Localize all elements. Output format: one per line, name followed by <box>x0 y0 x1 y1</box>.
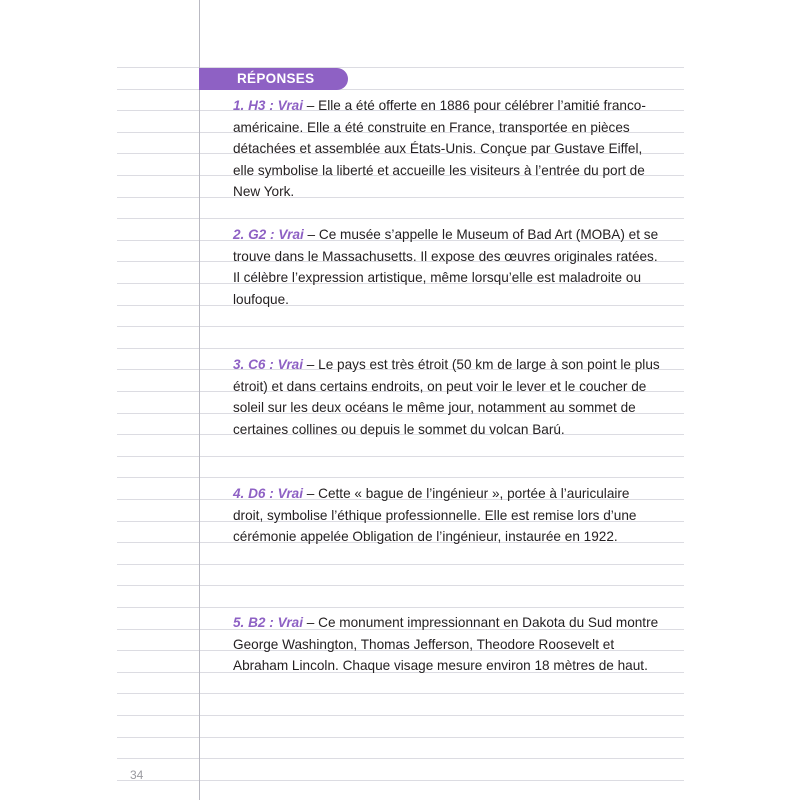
answer-1-text: – Elle a été offerte en 1886 pour célébrer l’amitié franco-américaine. Elle a été construite en France, transportée en pièces détachées et assemblée aux États-Unis. Conçue par Gustave Eiffel, elle symbolise la liberté et accueille les visiteurs à l’entrée du port de New York. <box>233 98 646 200</box>
ruled-line <box>117 780 684 781</box>
answer-4-text: – Cette « bague de l’ingénieur », portée à l’auriculaire droit, symbolise l’éthique professionnelle. Elle est remise lors d’une cérémonie appelée Obligation de l’ingénieur, instaurée en 1922. <box>233 486 637 545</box>
answer-5-text: – Ce monument impressionnant en Dakota du Sud montre George Washington, Thomas Jefferson, Theodore Roosevelt et Abraham Lincoln. Chaque visage mesure environ 18 mètres de haut. <box>233 615 659 674</box>
answer-2-text: – Ce musée s’appelle le Museum of Bad Art (MOBA) et se trouve dans le Massachusetts. Il expose des œuvres originales ratées. Il célèbre l’expression artistique, même lorsqu’elle est maladroite ou loufoque. <box>233 227 659 307</box>
ruled-line <box>117 607 684 608</box>
ruled-line <box>117 737 684 738</box>
ruled-line <box>117 564 684 565</box>
margin-line <box>199 0 200 800</box>
answer-2 <box>233 224 663 310</box>
answer-3-ref: 3. C6 : Vrai <box>233 357 304 372</box>
answer-5-ref: 5. B2 : Vrai <box>233 615 304 630</box>
answer-3 <box>233 354 663 440</box>
section-tag <box>199 68 348 90</box>
answer-4 <box>233 483 663 548</box>
section-tag-label: RÉPONSES <box>237 71 315 86</box>
answer-2-ref: 2. G2 : Vrai <box>233 227 304 242</box>
answer-5 <box>233 612 663 677</box>
ruled-line <box>117 218 684 219</box>
answer-3-text: – Le pays est très étroit (50 km de large à son point le plus étroit) et dans certains endroits, on peut voir le lever et le coucher de soleil sur les deux océans le même jour, notamment au sommet de certaines collines ou depuis le sommet du volcan Barú. <box>233 357 660 437</box>
ruled-line <box>117 348 684 349</box>
ruled-line <box>117 585 684 586</box>
answer-1 <box>233 95 663 203</box>
ruled-line <box>117 477 684 478</box>
ruled-line <box>117 693 684 694</box>
ruled-line <box>117 758 684 759</box>
answer-4-ref: 4. D6 : Vrai <box>233 486 304 501</box>
ruled-line <box>117 326 684 327</box>
ruled-line <box>117 715 684 716</box>
answer-1-ref: 1. H3 : Vrai <box>233 98 304 113</box>
page-number: 34 <box>130 768 144 782</box>
ruled-line <box>117 456 684 457</box>
